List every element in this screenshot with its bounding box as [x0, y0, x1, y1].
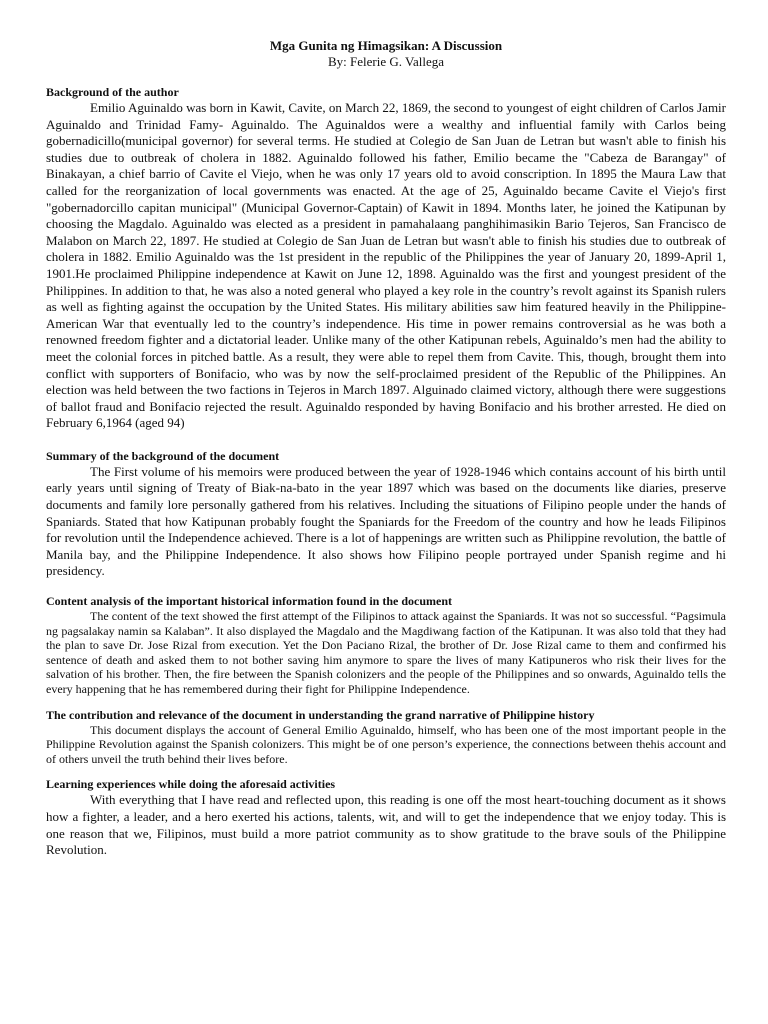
- document-author: By: Felerie G. Vallega: [327, 54, 444, 69]
- section-heading: Summary of the background of the document: [46, 448, 280, 463]
- section-body: Emilio Aguinaldo was born in Kawit, Cavite, on March 22, 1869, the second to youngest of eight children of Carlos Jamir Aguinaldo and Trinidad Famy- Aguinaldo. The Aguinaldos were a wealthy and influential family with Carlos being gobernadicillo(municipal governor) for several terms. He studied at Colegio de San Juan de Letran but wasn't able to finish his studies due to outbreak of cholera in 1882. Aguinaldo followed his father, Emilio became the "Cabeza de Barangay" of Binakayan, a chief barrio of Cavite el Viejo, when he was only 17 years old to avoid conscription. In 1895 the Maura Law that called for the reorganization of local governments was enacted. At the age of 25, Aguinaldo became Cavite el Viejo's first "gobernadorcillo capitan municipal" (Municipal Governor-Captain) of Kawit in 1894. Months later, he joined the Katipunan by choosing the Magdalo. Aguinaldo was elected as a president in pamahalaang panghihimasikin Bario Tejeros, San Francisco de Malabon on March 22, 1897. He studied at Colegio de San Juan de Letran but wasn't able to finish his studies due to outbreak of cholera in 1882. Emilio Aguinaldo was the 1st president in the republic of the Philippines the year of January 20, 1899-April 1, 1901.He proclaimed Philippine independence at Kawit on June 12, 1898. Aguinaldo was the first and youngest president of the Philippines. In addition to that, he was also a noted general who played a key role in the country’s revolt against its Spanish rulers as well as fighting against the occupation by the United States. His military abilities saw him featured heavily in the Philippine-American War that eventually led to the country’s independence. His time in power remains controversial as he was both a renowned freedom fighter and a dictatorial leader. Unlike many of the other Katipunan rebels, Aguinaldo’s men had the ability to meet the colonial forces in pitched battle. As a result, they were able to repel them from Cavite. This, though, brought them into conflict with supporters of Bonifacio, who was by now the self-proclaimed president of the Republic of the Philippines. An election was held between the two factions in Tejeros in March 1897. Alguinado claimed victory, although there were suggestions of ballot fraud and Bonifacio rejected the result. Aguinaldo responded by having Bonifacio and his brother arrested. He died on February 6,1964 (aged 94): [46, 100, 726, 431]
- section-body: This document displays the account of General Emilio Aguinaldo, himself, who has been one of the most important people in the Philippine Revolution against the Spanish colonizers. This might be of one person’s experience, the connections between thehis account and of others unveil the truth behind their lives before.: [46, 722, 726, 766]
- section-body: With everything that I have read and reflected upon, this reading is one off the most heart-touching document as it shows how a fighter, a leader, and a hero exerted his actions, talents, wit, and will to get the independence that we enjoy today. This is one reason that we, Filipinos, must build a more patriot community as to show gratitude to the brave souls of the Philippine Revolution.: [46, 792, 726, 858]
- section-summary-document: [46, 448, 726, 580]
- section-learning: [46, 776, 726, 858]
- section-heading: Learning experiences while doing the aforesaid activities: [46, 777, 336, 792]
- section-spacer: [46, 766, 726, 776]
- section-body: The content of the text showed the first attempt of the Filipinos to attack against the Spaniards. It was not so successful. “Pagsimula ng pagsalakay namin sa Kalaban”. It also displayed the Magdalo and the Magdiwang faction of the Katipunan. It was also told that they had the plan to save Dr. Jose Rizal from execution. Yet the Don Paciano Rizal, the brother of Dr. Jose Rizal came to them and confirmed his sentence of death and asked them to not bother saving him anymore to spare the lives of many Katipuneros who risk their lives for the salvation of his brother. Then, the fire between the Spanish colonizers and the people of the Philippines and so onwards, Aguinaldo tells the every happening that he has remembered during their fight for Philippine Independence.: [46, 609, 726, 696]
- section-heading: The contribution and relevance of the document in understanding the grand narrative of Philippine history: [46, 707, 595, 722]
- section-background-author: [46, 84, 726, 432]
- document-title: Mga Gunita ng Himagsikan: A Discussion: [269, 38, 503, 53]
- section-contribution: [46, 707, 726, 767]
- section-spacer: [46, 697, 726, 707]
- section-heading: Background of the author: [46, 85, 179, 99]
- document-page: [46, 38, 726, 859]
- section-heading: Content analysis of the important historical information found in the document: [46, 594, 453, 609]
- section-content-analysis: [46, 593, 726, 697]
- section-spacer: [46, 580, 726, 593]
- section-body: The First volume of his memoirs were produced between the year of 1928-1946 which contains account of his birth until early years until signing of Treaty of Biak-na-bato in the year 1897 which was based on the documents like diaries, preserve documents and family lore personally gathered from his relatives. Including the situations of Filipino people under the hands of Spaniards. Stated that how Katipunan probably fought the Spaniards for the Freedom of the country and how he leads Filipinos for revolution until the Independence achieved. There is a lot of happenings are written such as Philippine revolution, the battle of Manila bay, and the Philippine Independence. It also shows how Filipino people portrayed under Spanish regime and hi presidency.: [46, 463, 726, 579]
- section-spacer: [46, 432, 726, 448]
